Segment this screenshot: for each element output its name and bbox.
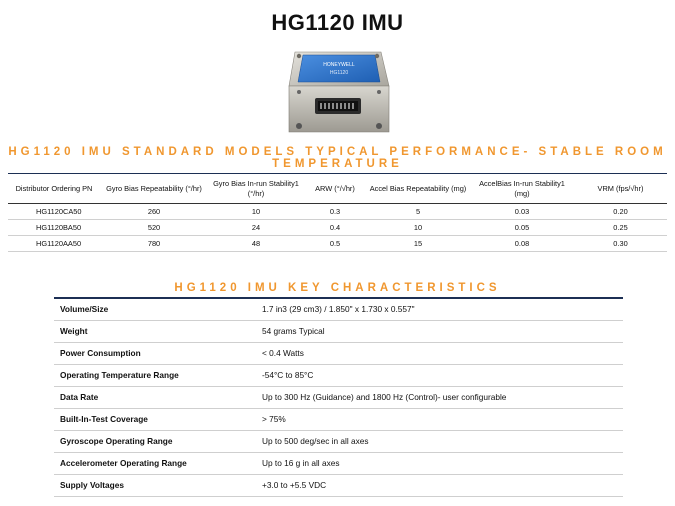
cell-accel-bias-repeatability: 5 — [366, 204, 470, 220]
imu-device-image — [281, 46, 393, 138]
cell-gyro-bias-inrun: 48 — [208, 236, 304, 252]
table-row — [54, 298, 623, 320]
table-row — [8, 236, 667, 252]
page-title: HG1120 IMU — [271, 10, 404, 35]
characteristic-value: Up to 16 g in all axes — [256, 452, 623, 474]
table-row — [54, 320, 623, 342]
table-row — [54, 386, 623, 408]
performance-heading-line2: TEMPERATURE — [272, 158, 403, 170]
table-row — [54, 408, 623, 430]
characteristic-label: Supply Voltages — [54, 474, 256, 496]
col-header-vrm: VRM (fps/√hr) — [574, 174, 667, 204]
cell-arw: 0.4 — [304, 220, 366, 236]
characteristic-value: 1.7 in3 (29 cm3) / 1.850" x 1.730 x 0.557" — [256, 298, 623, 320]
table-row — [54, 474, 623, 496]
table-row — [8, 204, 667, 220]
device-label-line1: HONEYWELL — [323, 62, 355, 68]
table-row — [54, 342, 623, 364]
characteristic-label: Accelerometer Operating Range — [54, 452, 256, 474]
col-header-gyro-bias-inrun: Gyro Bias In-run Stability1 (°/hr) — [208, 174, 304, 204]
cell-accel-bias-repeatability: 10 — [366, 220, 470, 236]
characteristic-value: +3.0 to +5.5 VDC — [256, 474, 623, 496]
characteristic-value: > 75% — [256, 408, 623, 430]
characteristics-section-heading: HG1120 IMU KEY CHARACTERISTICS — [174, 282, 501, 294]
characteristics-table — [54, 297, 623, 497]
characteristic-value: 54 grams Typical — [256, 320, 623, 342]
cell-gyro-bias-inrun: 24 — [208, 220, 304, 236]
cell-accel-bias-inrun: 0.05 — [470, 220, 574, 236]
cell-arw: 0.3 — [304, 204, 366, 220]
characteristic-label: Operating Temperature Range — [54, 364, 256, 386]
characteristic-label: Volume/Size — [54, 298, 256, 320]
table-row — [54, 364, 623, 386]
device-label-line2: HG1120 — [329, 70, 349, 76]
cell-ordering-pn: HG1120BA50 — [8, 220, 100, 236]
table-row — [8, 220, 667, 236]
characteristic-value: Up to 300 Hz (Guidance) and 1800 Hz (Control)- user configurable — [256, 386, 623, 408]
cell-gyro-bias-repeatability: 260 — [100, 204, 208, 220]
cell-gyro-bias-inrun: 10 — [208, 204, 304, 220]
table-row — [54, 430, 623, 452]
characteristic-value: -54°C to 85°C — [256, 364, 623, 386]
cell-vrm: 0.30 — [574, 236, 667, 252]
col-header-ordering-pn: Distributor Ordering PN — [8, 174, 100, 204]
cell-ordering-pn: HG1120CA50 — [8, 204, 100, 220]
cell-ordering-pn: HG1120AA50 — [8, 236, 100, 252]
table-row — [54, 452, 623, 474]
characteristic-label: Gyroscope Operating Range — [54, 430, 256, 452]
cell-accel-bias-repeatability: 15 — [366, 236, 470, 252]
cell-gyro-bias-repeatability: 520 — [100, 220, 208, 236]
characteristic-value: Up to 500 deg/sec in all axes — [256, 430, 623, 452]
cell-vrm: 0.20 — [574, 204, 667, 220]
characteristic-label: Built-In-Test Coverage — [54, 408, 256, 430]
cell-arw: 0.5 — [304, 236, 366, 252]
characteristic-value: < 0.4 Watts — [256, 342, 623, 364]
cell-vrm: 0.25 — [574, 220, 667, 236]
cell-accel-bias-inrun: 0.08 — [470, 236, 574, 252]
performance-section-heading — [0, 146, 675, 170]
characteristic-label: Data Rate — [54, 386, 256, 408]
characteristic-label: Weight — [54, 320, 256, 342]
col-header-arw: ARW (°/√hr) — [304, 174, 366, 204]
performance-table-header-row — [8, 174, 667, 204]
col-header-accel-bias-repeatability: Accel Bias Repeatability (mg) — [366, 174, 470, 204]
characteristic-label: Power Consumption — [54, 342, 256, 364]
col-header-accel-bias-inrun: AccelBias In-run Stability1 (mg) — [470, 174, 574, 204]
cell-gyro-bias-repeatability: 780 — [100, 236, 208, 252]
performance-table — [8, 173, 667, 252]
col-header-gyro-bias-repeatability: Gyro Bias Repeatability (°/hr) — [100, 174, 208, 204]
performance-heading-line1: HG1120 IMU STANDARD MODELS TYPICAL PERFORMANCE- STABLE ROOM — [8, 146, 667, 158]
cell-accel-bias-inrun: 0.03 — [470, 204, 574, 220]
